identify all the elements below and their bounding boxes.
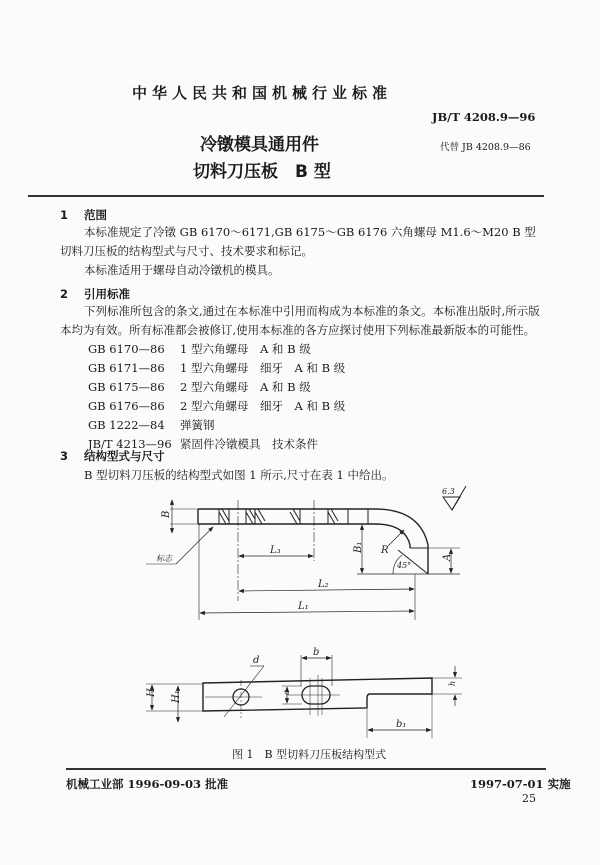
roughness-symbol-icon	[443, 497, 460, 510]
label-L1: L₁	[298, 601, 309, 612]
label-R: R	[381, 545, 389, 556]
label-L3: L₃	[270, 545, 281, 556]
label-angle: 45°	[397, 561, 412, 570]
label-b: b	[313, 647, 320, 658]
reference-item: GB 6175—86 2 型六角螺母 A 和 B 级	[88, 380, 311, 394]
label-a: a	[282, 690, 291, 695]
label-L2: L₂	[318, 579, 329, 590]
document-title-line1: 冷镦模具通用件	[200, 135, 319, 155]
section-3-paragraph-1: B 型切料刀压板的结构型式如图 1 所示,尺寸在表 1 中给出。	[84, 468, 394, 482]
label-H: H	[146, 688, 157, 697]
section-1-heading: 1 范围	[60, 208, 107, 222]
issuing-organization: 中华人民共和国机械行业标准	[132, 84, 393, 102]
label-H1: H₁	[171, 690, 182, 703]
implementation-date: 1997-07-01 实施	[470, 777, 571, 791]
label-A: A	[442, 553, 453, 561]
reference-item: JB/T 4213—96 紧固件冷镦模具 技术条件	[88, 437, 318, 451]
reference-item: GB 6170—86 1 型六角螺母 A 和 B 级	[88, 342, 311, 356]
label-mark: 标志	[156, 554, 172, 563]
section-1-paragraph-1: 本标准规定了冷镦 GB 6170～6171,GB 6175～GB 6176 六角螺母 M1.6～M20 B 型切料刀压板的结构型式与尺寸、技术要求和标记。	[60, 225, 536, 258]
label-b1: b₁	[396, 719, 407, 730]
reference-item: GB 6171—86 1 型六角螺母 细牙 A 和 B 级	[88, 361, 346, 375]
section-2-paragraph-1: 下列标准所包含的条文,通过在本标准中引用而构成为本标准的条文。本标准出版时,所示版本均为有效。所有标准都会被修订,使用本标准的各方应探讨使用下列标准最新版本的可能性。	[60, 304, 540, 337]
footer-divider	[66, 768, 546, 770]
figure-caption: 图 1 B 型切料刀压板结构型式	[232, 748, 387, 761]
reference-item: GB 1222—84 弹簧钢	[88, 418, 215, 432]
label-B: B	[161, 510, 172, 518]
document-title-line2: 切料刀压板 B 型	[193, 162, 331, 182]
section-3-heading: 3 结构型式与尺寸	[60, 449, 165, 463]
replaces-standard: 代替 JB 4208.9—86	[440, 142, 531, 153]
section-1-paragraph-2: 本标准适用于螺母自动冷镦机的模具。	[84, 263, 280, 277]
page-number: 25	[522, 792, 536, 805]
label-d: d	[253, 655, 260, 666]
section-2-heading: 2 引用标准	[60, 287, 130, 301]
approval-date: 机械工业部 1996-09-03 批准	[66, 777, 229, 791]
standard-number: JB/T 4208.9—96	[432, 110, 536, 124]
label-B1: B₁	[353, 541, 364, 553]
label-h: h	[448, 680, 457, 686]
reference-item: GB 6176—86 2 型六角螺母 细牙 A 和 B 级	[88, 399, 346, 413]
roughness-value: 6.3	[442, 487, 455, 496]
